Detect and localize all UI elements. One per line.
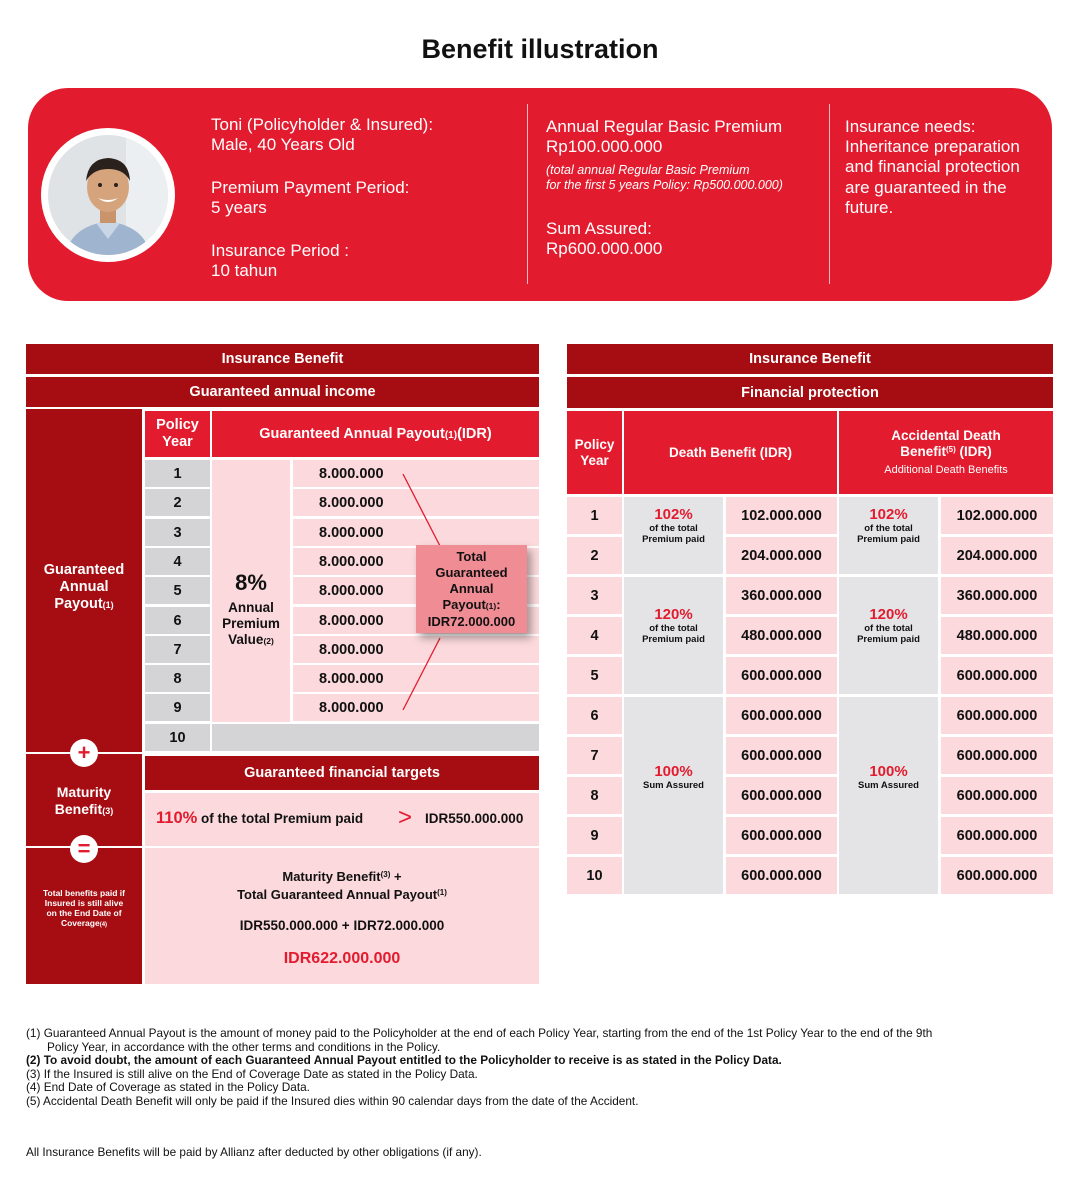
premium-note: for the first 5 years Policy: Rp500.000.000) xyxy=(546,178,783,192)
guaranteed-payout-side-label: Guaranteed Annual Payout(1) xyxy=(43,562,125,612)
death-benefit-cell: 600.000.000 xyxy=(726,857,837,894)
payout-header: Guaranteed Annual Payout (1) (IDR) xyxy=(212,411,539,457)
total-formula: IDR550.000.000 + IDR72.000.000 xyxy=(239,918,445,933)
page-title: Benefit illustration xyxy=(421,34,659,64)
accidental-death-cell: 102.000.000 xyxy=(941,497,1053,534)
total-benefit-value: IDR622.000.000 xyxy=(283,950,401,967)
banner-divider xyxy=(829,104,830,284)
payout-cell: 8.000.000 xyxy=(293,460,539,487)
insurance-needs-text: are guaranteed in the xyxy=(845,178,1007,197)
acc-group-1-label: 102% of the total Premium paid xyxy=(857,506,920,545)
footnote-1: (1) Guaranteed Annual Payout is the amount of money paid to the Policyholder at the end of each Policy Year, starting from the end of the 1st Policy Year to the end of the 9th xyxy=(26,1026,933,1040)
right-policy-year-cell: 4 xyxy=(567,617,622,654)
premium-note: (total annual Regular Basic Premium xyxy=(546,163,750,177)
footnote-5: (5) Accidental Death Benefit will only be paid if the Insured dies within 90 calendar days from the date of the Accident. xyxy=(26,1093,639,1108)
right-policy-year-cell: 8 xyxy=(567,777,622,814)
payout-cell: 8.000.000 xyxy=(293,636,539,663)
total-payout-callout: Total Guaranteed Annual Payout(1): IDR72.000.000 xyxy=(416,545,527,633)
accidental-death-header: Accidental Death Benefit$^{(5)}$ (IDR) Additional Death Benefits xyxy=(839,411,1053,494)
acc-group-3-label: 100% Sum Assured xyxy=(858,763,919,791)
death-benefit-cell: 480.000.000 xyxy=(726,617,837,654)
annual-premium-rate-label: Annual Premium Value(2) xyxy=(222,600,280,647)
avatar xyxy=(41,128,175,262)
acc-group-3 xyxy=(839,697,938,894)
right-table-header: Insurance Benefit xyxy=(567,344,1053,374)
policy-year-cell: 5 xyxy=(145,577,210,604)
policy-year-cell: 6 xyxy=(145,607,210,634)
payout-cell: 8.000.000 xyxy=(293,519,539,546)
payout-cell: 8.000.000 xyxy=(293,548,539,575)
acc-group-2-label: 120% of the total Premium paid xyxy=(857,606,920,645)
policy-year-cell: 9 xyxy=(145,694,210,721)
payout-cell: 8.000.000 xyxy=(293,694,539,721)
right-policy-year-cell: 7 xyxy=(567,737,622,774)
right-policy-year-cell: 2 xyxy=(567,537,622,574)
footnotes xyxy=(26,1027,1056,1108)
death-group-2-label: 120% of the total Premium paid xyxy=(642,606,705,645)
total-benefits-side-label: Total benefits paid if Insured is still alive on the End Date of Coverage(4) xyxy=(42,888,125,928)
accidental-death-cell: 600.000.000 xyxy=(941,817,1053,854)
policy-year-cell: 1 xyxy=(145,460,210,487)
death-group-3 xyxy=(624,697,723,894)
payout-empty-cell xyxy=(212,724,539,751)
death-benefit-header: Death Benefit (IDR) xyxy=(624,411,837,494)
footnote-3: (3) If the Insured is still alive on the End of Coverage Date as stated in the Policy Data. xyxy=(26,1066,478,1081)
premium-period-value: 5 years xyxy=(211,198,267,217)
death-group-1-label: 102% of the total Premium paid xyxy=(642,506,705,545)
premium-value: Rp100.000.000 xyxy=(546,137,663,156)
insurance-needs-label: Insurance needs: xyxy=(845,117,976,136)
accidental-death-cell: 360.000.000 xyxy=(941,577,1053,614)
sum-assured-label: Sum Assured: xyxy=(546,219,652,238)
death-benefit-cell: 600.000.000 xyxy=(726,657,837,694)
insurance-needs-text: and financial protection xyxy=(845,157,1020,176)
total-formula-label: Maturity Benefit$^{(3)}$ + Total Guaranteed Annual Payout$^{(1)}$ xyxy=(237,869,447,902)
plus-icon: + xyxy=(70,739,98,767)
left-table-header: Insurance Benefit xyxy=(26,344,539,374)
accidental-death-cell: 600.000.000 xyxy=(941,777,1053,814)
arrow-right-icon: > xyxy=(398,804,413,831)
sum-assured-value: Rp600.000.000 xyxy=(546,239,663,258)
right-policy-year-cell: 3 xyxy=(567,577,622,614)
policy-year-cell: 3 xyxy=(145,519,210,546)
insurance-period-label: Insurance Period : xyxy=(211,241,349,260)
policy-year-cell: 7 xyxy=(145,636,210,663)
footnote-4: (4) End Date of Coverage as stated in the Policy Data. xyxy=(26,1080,310,1094)
death-benefit-cell: 600.000.000 xyxy=(726,697,837,734)
person-photo-icon xyxy=(48,135,168,255)
footnote-2: (2) To avoid doubt, the amount of each Guaranteed Annual Payout entitled to the Policyholder to receive is as stated in the Policy Data. xyxy=(26,1053,782,1067)
annual-premium-rate: 8% xyxy=(235,570,267,595)
policy-year-cell: 8 xyxy=(145,665,210,692)
accidental-death-cell: 600.000.000 xyxy=(941,857,1053,894)
right-policy-year-cell: 1 xyxy=(567,497,622,534)
equals-icon: = xyxy=(70,835,98,863)
right-policy-year-cell: 9 xyxy=(567,817,622,854)
death-benefit-cell: 600.000.000 xyxy=(726,777,837,814)
death-benefit-cell: 204.000.000 xyxy=(726,537,837,574)
insurance-needs-text: Inheritance preparation xyxy=(845,137,1020,156)
policyholder-label: Toni (Policyholder & Insured): xyxy=(211,115,434,134)
premium-label: Annual Regular Basic Premium xyxy=(546,117,783,136)
payout-cell: 8.000.000 xyxy=(293,577,539,604)
policy-year-header: Policy Year xyxy=(145,411,210,457)
death-benefit-cell: 600.000.000 xyxy=(726,817,837,854)
accidental-death-cell: 600.000.000 xyxy=(941,737,1053,774)
maturity-side-label: Maturity Benefit(3) xyxy=(54,784,114,817)
target-text: 110% of the total Premium paid xyxy=(156,809,364,827)
banner-divider xyxy=(527,104,528,284)
right-policy-year-cell: 10 xyxy=(567,857,622,894)
target-value: IDR550.000.000 xyxy=(425,811,524,826)
targets-header: Guaranteed financial targets xyxy=(145,756,539,790)
policy-year-cell: 4 xyxy=(145,548,210,575)
right-policy-year-cell: 5 xyxy=(567,657,622,694)
accidental-death-cell: 480.000.000 xyxy=(941,617,1053,654)
right-table-subheader: Financial protection xyxy=(567,377,1053,408)
death-benefit-cell: 600.000.000 xyxy=(726,737,837,774)
right-policy-year-cell: 6 xyxy=(567,697,622,734)
accidental-death-cell: 600.000.000 xyxy=(941,697,1053,734)
death-group-3-label: 100% Sum Assured xyxy=(643,763,704,791)
policyholder-desc: Male, 40 Years Old xyxy=(211,135,355,154)
right-policy-year-header: Policy Year xyxy=(567,411,622,494)
death-benefit-cell: 360.000.000 xyxy=(726,577,837,614)
insurance-period-value: 10 tahun xyxy=(211,261,278,280)
insurance-needs-text: future. xyxy=(845,198,894,217)
footer-note: All Insurance Benefits will be paid by Allianz after deducted by other obligations (if any). xyxy=(26,1145,482,1159)
accidental-death-cell: 204.000.000 xyxy=(941,537,1053,574)
policy-year-cell: 2 xyxy=(145,489,210,516)
payout-cell: 8.000.000 xyxy=(293,489,539,516)
premium-period-label: Premium Payment Period: xyxy=(211,178,410,197)
accidental-death-cell: 600.000.000 xyxy=(941,657,1053,694)
payout-cell: 8.000.000 xyxy=(293,665,539,692)
death-benefit-cell: 102.000.000 xyxy=(726,497,837,534)
footnote-1-cont: Policy Year, in accordance with the other terms and conditions in the Policy. xyxy=(47,1039,441,1054)
policy-year-cell: 10 xyxy=(145,724,210,751)
payout-cell: 8.000.000 xyxy=(293,607,539,634)
left-table-subheader: Guaranteed annual income xyxy=(26,377,539,407)
